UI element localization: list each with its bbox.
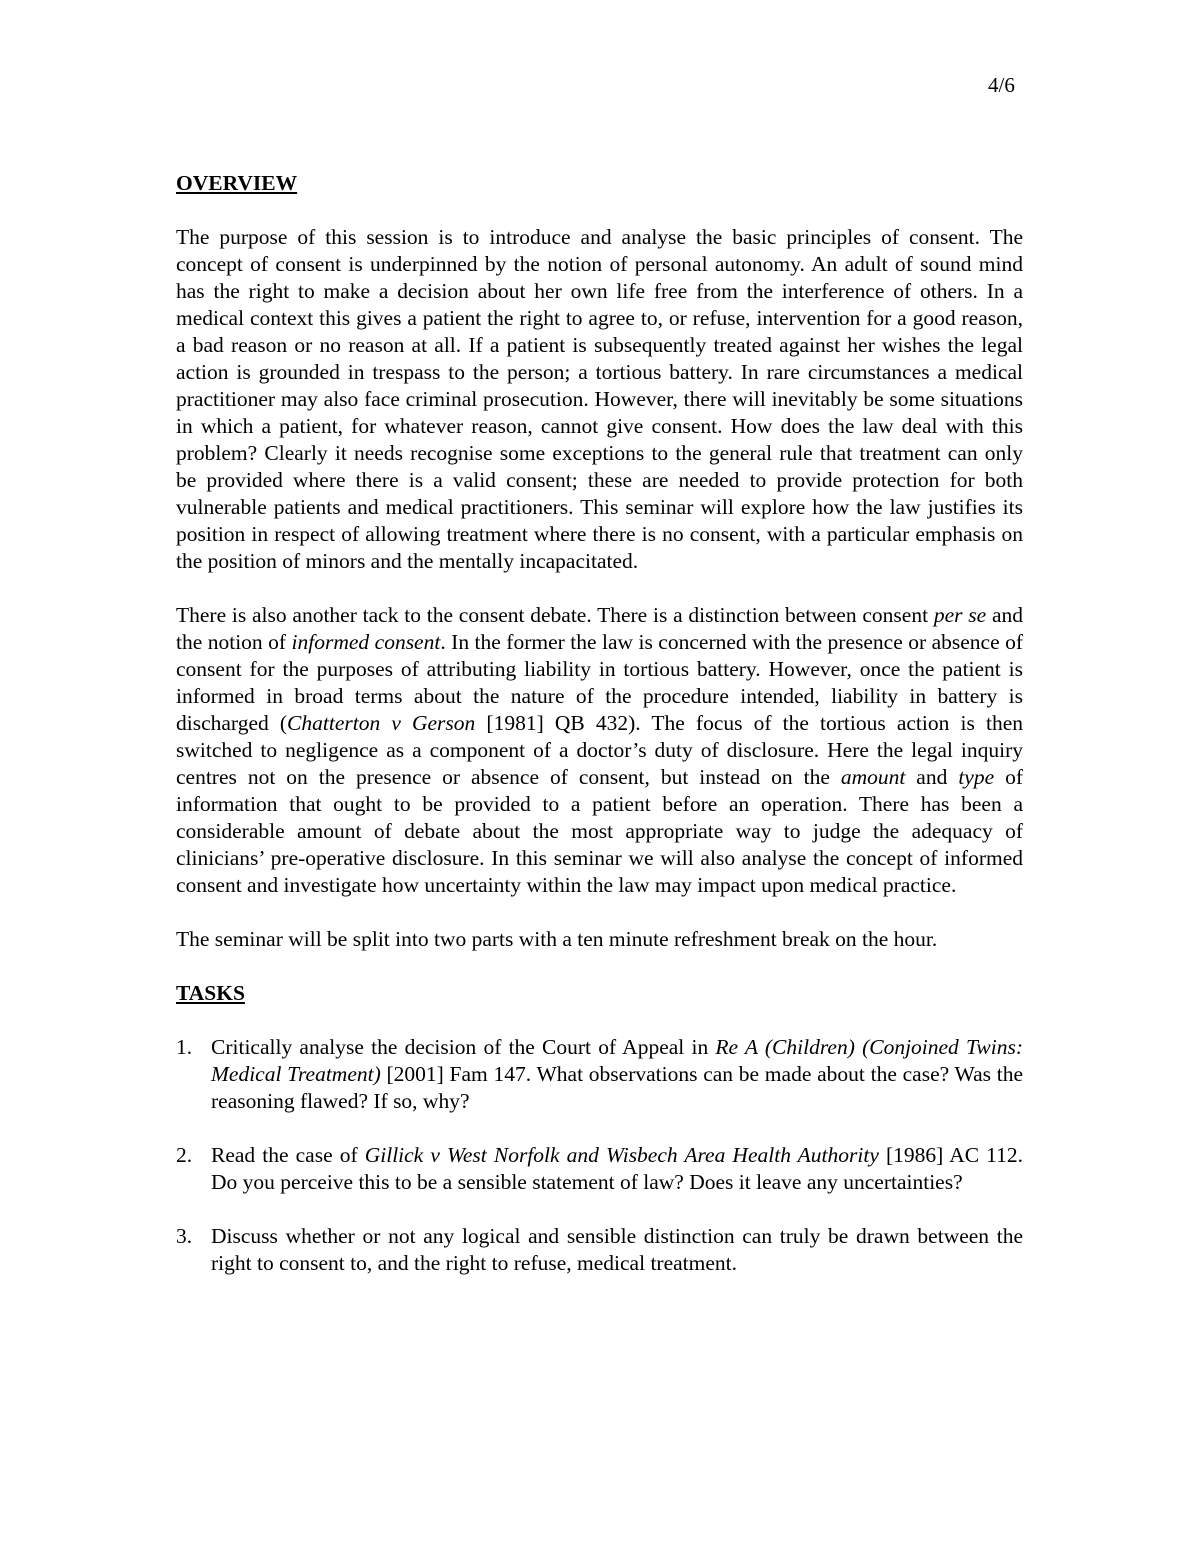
- italic-per-se: per se: [933, 603, 987, 627]
- italic-amount: amount: [840, 765, 906, 789]
- text-span: Discuss whether or not any logical and sensible distinction can truly be drawn between the right to consent to, and the right to refuse, medical treatment.: [211, 1224, 1023, 1275]
- italic-type: type: [958, 765, 995, 789]
- text-span: and: [905, 765, 959, 789]
- page-number: 4/6: [988, 73, 1015, 97]
- overview-paragraph-1: The purpose of this session is to introduce and analyse the basic principles of consent. The concept of consent is underpinned by the notion of personal autonomy. An adult of sound mind has the right to make a decision about her own life free from the interference of others. In a medical context this gives a patient the right to agree to, or refuse, intervention for a good reason, a bad reason or no reason at all. If a patient is subsequently treated against her wishes the legal action is grounded in trespass to the person; a tortious battery. In rare circumstances a medical practitioner may also face criminal prosecution. However, there will inevitably be some situations in which a patient, for whatever reason, cannot give consent. How does the law deal with this problem? Clearly it needs recognise some exceptions to the general rule that treatment can only be provided where there is a valid consent; these are needed to provide protection for both vulnerable patients and medical practitioners. This seminar will explore how the law justifies its position in respect of allowing treatment where there is no consent, with a particular emphasis on the position of minors and the mentally incapacitated.: [176, 225, 1023, 573]
- task-item-2: [176, 1142, 1023, 1196]
- text-span: [2001] Fam 147. What observations can be made about the case? Was the reasoning flawed? If so, why?: [211, 1062, 1023, 1113]
- text-span: Critically analyse the decision of the Court of Appeal in: [211, 1035, 716, 1059]
- tasks-heading: TASKS: [176, 981, 245, 1005]
- tasks-list: [176, 1034, 1023, 1277]
- overview-heading: OVERVIEW: [176, 171, 298, 195]
- text-span: . In the former the law is concerned with the presence or absence of consent for the purposes of attributing liability in tortious battery. However, once the patient is informed in broad terms about the nature of the procedure intended, liability in battery is discharged (: [176, 630, 1024, 735]
- case-citation-re-a: Re A (Children) (Conjoined Twins: Medical Treatment): [211, 1035, 1023, 1086]
- overview-paragraph-2: [176, 602, 1023, 899]
- case-citation-gillick: Gillick v West Norfolk and Wisbech Area Health Authority: [364, 1143, 879, 1167]
- text-span: There is also another tack to the consent debate. There is a distinction between consent: [176, 603, 934, 627]
- task-number: 1.: [176, 1035, 193, 1059]
- text-span: [1981] QB 432). The focus of the tortious action is then switched to negligence as a component of a doctor’s duty of disclosure. Here the legal inquiry centres not on the presence or absence of consent, but instead on the: [176, 711, 1023, 789]
- text-span: and the notion of: [176, 603, 1023, 654]
- task-number: 3.: [176, 1224, 193, 1248]
- text-span: of information that ought to be provided to a patient before an operation. There has been a considerable amount of debate about the most appropriate way to judge the adequacy of clinicians’ pre-operative disclosure. In this seminar we will also analyse the concept of informed consent and investigate how uncertainty within the law may impact upon medical practice.: [176, 765, 1023, 897]
- case-citation-chatterton: Chatterton v Gerson: [287, 711, 476, 735]
- text-span: Read the case of: [211, 1143, 365, 1167]
- document-body: [176, 170, 1023, 1304]
- overview-paragraph-3: The seminar will be split into two parts with a ten minute refreshment break on the hour.: [176, 927, 938, 951]
- task-item-1: [176, 1034, 1023, 1115]
- italic-informed-consent: informed consent: [291, 630, 441, 654]
- task-number: 2.: [176, 1143, 193, 1167]
- text-span: [1986] AC 112. Do you perceive this to be a sensible statement of law? Does it leave any uncertainties?: [211, 1143, 1023, 1194]
- task-item-3: [176, 1223, 1023, 1277]
